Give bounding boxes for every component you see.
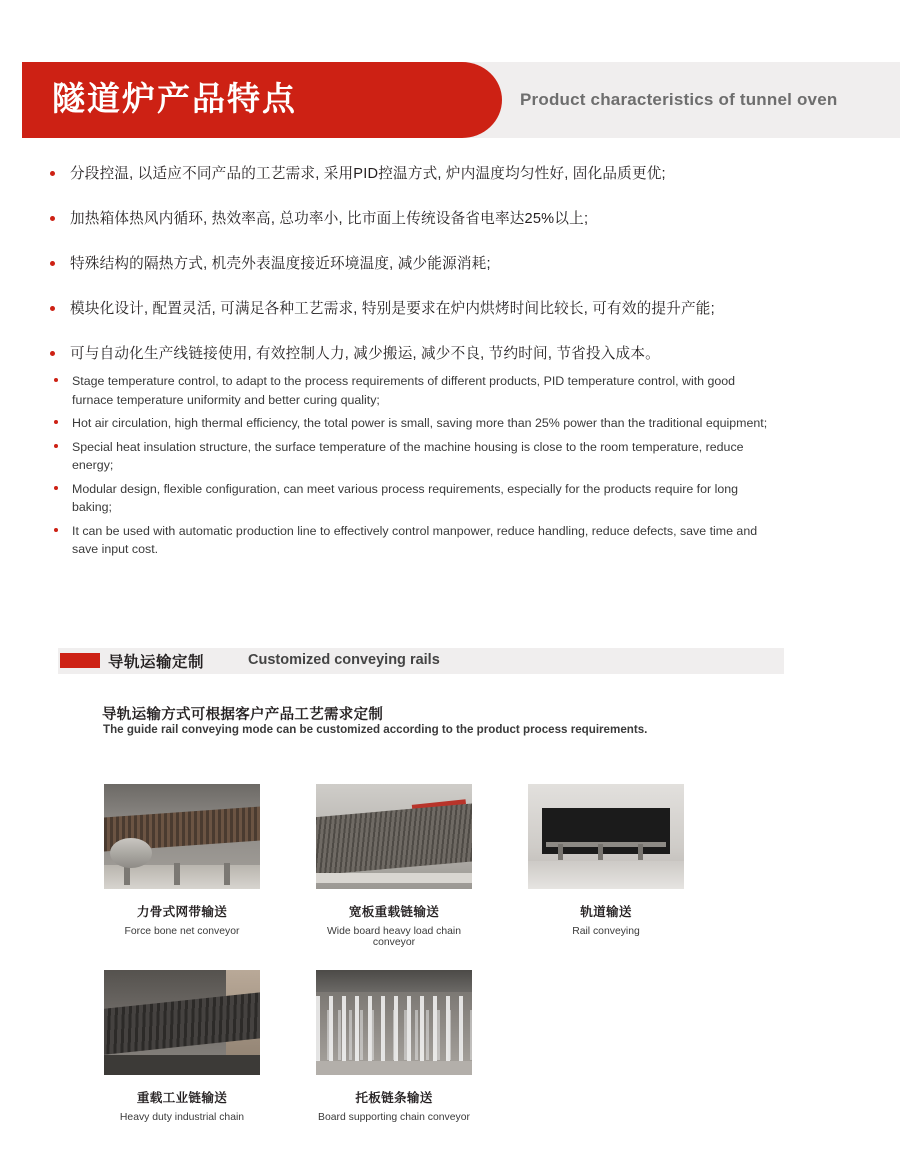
features-list-en bbox=[50, 372, 775, 564]
section-subtitle-en: The guide rail conveying mode can be customized according to the product process requirements. bbox=[103, 723, 648, 736]
bullet-dot-icon bbox=[50, 351, 55, 356]
gallery-item bbox=[316, 970, 472, 1123]
gallery-caption-en: Force bone net conveyor bbox=[124, 926, 240, 937]
gallery-caption-en: Wide board heavy load chain conveyor bbox=[326, 926, 461, 948]
section-title-en: Customized conveying rails bbox=[248, 652, 440, 668]
gallery-caption-cn: 重载工业链输送 bbox=[136, 1091, 228, 1105]
gallery-item bbox=[104, 784, 260, 948]
list-item-text: Special heat insulation structure, the surface temperature of the machine housing is close to the room temperature, reduce energy; bbox=[72, 439, 744, 472]
gallery-item bbox=[104, 970, 260, 1123]
page-title-cn: 隧道炉产品特点 bbox=[52, 80, 297, 117]
section-marker-icon bbox=[60, 653, 100, 668]
heavy-duty-chain-photo bbox=[104, 970, 260, 1075]
bullet-dot-icon bbox=[50, 306, 55, 311]
bullet-dot-icon bbox=[54, 420, 58, 424]
list-item-text: Hot air circulation, high thermal efficiency, the total power is small, saving more than 25% power than the traditional equipment; bbox=[72, 416, 768, 430]
list-item bbox=[48, 343, 838, 365]
list-item bbox=[48, 163, 838, 185]
list-item bbox=[50, 372, 775, 409]
list-item bbox=[48, 208, 838, 230]
gallery-caption-cn: 托板链条输送 bbox=[355, 1091, 433, 1105]
gallery-row bbox=[104, 784, 804, 948]
list-item-text: 分段控温, 以适应不同产品的工艺需求, 采用PID控温方式, 炉内温度均匀性好, 固化品质更优; bbox=[70, 166, 666, 182]
bullet-dot-icon bbox=[50, 261, 55, 266]
list-item bbox=[50, 480, 775, 517]
list-item bbox=[50, 522, 775, 559]
bullet-dot-icon bbox=[50, 171, 55, 176]
bullet-dot-icon bbox=[50, 216, 55, 221]
page-header bbox=[0, 62, 900, 138]
bullet-dot-icon bbox=[54, 528, 58, 532]
gallery-grid bbox=[104, 784, 804, 1145]
gallery-item bbox=[528, 784, 684, 948]
list-item-text: 可与自动化生产线链接使用, 有效控制人力, 减少搬运, 减少不良, 节约时间, 节省投入成本。 bbox=[70, 346, 660, 362]
gallery-caption-cn: 力骨式网带输送 bbox=[136, 905, 228, 919]
list-item-text: 模块化设计, 配置灵活, 可满足各种工艺需求, 特别是要求在炉内烘烤时间比较长, 可有效的提升产能; bbox=[70, 301, 715, 317]
list-item bbox=[48, 298, 838, 320]
mesh-belt-conveyor-photo bbox=[104, 784, 260, 889]
section-title-cn: 导轨运输定制 bbox=[108, 654, 205, 671]
gallery-item bbox=[316, 784, 472, 948]
page-title-en: Product characteristics of tunnel oven bbox=[520, 90, 838, 109]
features-list-cn bbox=[48, 163, 838, 388]
list-item bbox=[50, 414, 775, 433]
gallery-row bbox=[104, 970, 804, 1123]
gallery-caption-en: Board supporting chain conveyor bbox=[318, 1112, 470, 1123]
bullet-dot-icon bbox=[54, 486, 58, 490]
list-item-text: 特殊结构的隔热方式, 机壳外表温度接近环境温度, 减少能源消耗; bbox=[70, 256, 491, 272]
gallery-caption-cn: 宽板重载链输送 bbox=[348, 905, 440, 919]
gallery-caption-en: Rail conveying bbox=[572, 926, 640, 937]
bullet-dot-icon bbox=[54, 444, 58, 448]
rail-conveying-photo bbox=[528, 784, 684, 889]
gallery-caption-en: Heavy duty industrial chain bbox=[119, 1112, 245, 1123]
list-item-text: Modular design, flexible configuration, can meet various process requirements, especially for the products require for long baking; bbox=[72, 481, 738, 514]
bullet-dot-icon bbox=[54, 378, 58, 382]
list-item-text: Stage temperature control, to adapt to the process requirements of different products, PID temperature control, with good furnace temperature uniformity and better curing quality; bbox=[72, 374, 736, 407]
board-supporting-chain-photo bbox=[316, 970, 472, 1075]
list-item bbox=[50, 438, 775, 475]
wide-board-chain-conveyor-photo bbox=[316, 784, 472, 889]
list-item-text: It can be used with automatic production line to effectively control manpower, reduce handling, reduce defects, save time and save input cost. bbox=[72, 523, 758, 556]
list-item bbox=[48, 253, 838, 275]
section-subtitle-cn: 导轨运输方式可根据客户产品工艺需求定制 bbox=[102, 707, 384, 723]
gallery-caption-cn: 轨道输送 bbox=[580, 905, 632, 919]
list-item-text: 加热箱体热风内循环, 热效率高, 总功率小, 比市面上传统设备省电率达25%以上; bbox=[70, 211, 589, 227]
gallery-item-empty bbox=[528, 970, 684, 1123]
